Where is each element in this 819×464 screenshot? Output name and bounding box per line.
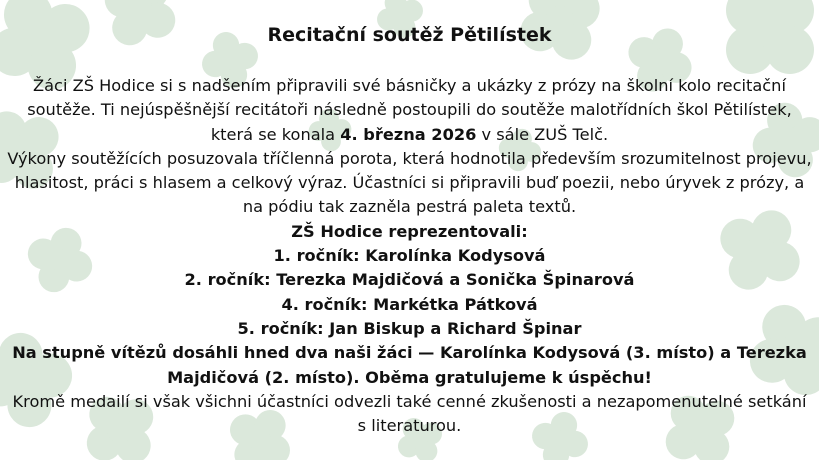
representative-line: 4. ročník: Markétka Pátková xyxy=(281,294,538,314)
representative-line: 5. ročník: Jan Biskup a Richard Špinar xyxy=(237,318,582,338)
page-title: Recitační soutěž Pětilístek xyxy=(267,24,552,46)
intro-text-after: v sále ZUŠ Telč. xyxy=(476,124,609,144)
winners-paragraph: Na stupně vítězů dosáhli hned dva naši žáci — Karolínka Kodysová (3. místo) a Terezka Majdičová (2. místo). Oběma gratulujeme k úspěchu! xyxy=(12,343,807,387)
slide-content xyxy=(6,22,813,438)
intro-paragraph xyxy=(6,74,813,147)
competition-date: 4. března 2026 xyxy=(340,124,477,144)
representative-line: 1. ročník: Karolínka Kodysová xyxy=(273,246,546,266)
representative-line: 2. ročník: Terezka Majdičová a Sonička Špinarová xyxy=(184,270,635,290)
closing-paragraph: Kromě medailí si však všichni účastníci odvezli také cenné zkušenosti a nezapomenutelné setkání s literaturou. xyxy=(12,391,807,436)
representatives-heading: ZŠ Hodice reprezentovali: xyxy=(291,221,528,241)
performances-paragraph: Výkony soutěžících posuzovala tříčlenná porota, která hodnotila především srozumitelnost projevu, hlasitost, práci s hlasem a celkový výraz. Účastníci si připravili buď poezii, nebo úryvek z prózy, a na pódiu tak zazněla pestrá paleta textů. xyxy=(7,148,812,217)
intro-text-before: Žáci ZŠ Hodice si s nadšením připravili své básničky a ukázky z prózy na školní kolo recitační soutěže. Ti nejúspěšnější recitátoři následně postoupili do soutěže malotřídních škol Pětilístek, která se konala xyxy=(27,76,792,144)
